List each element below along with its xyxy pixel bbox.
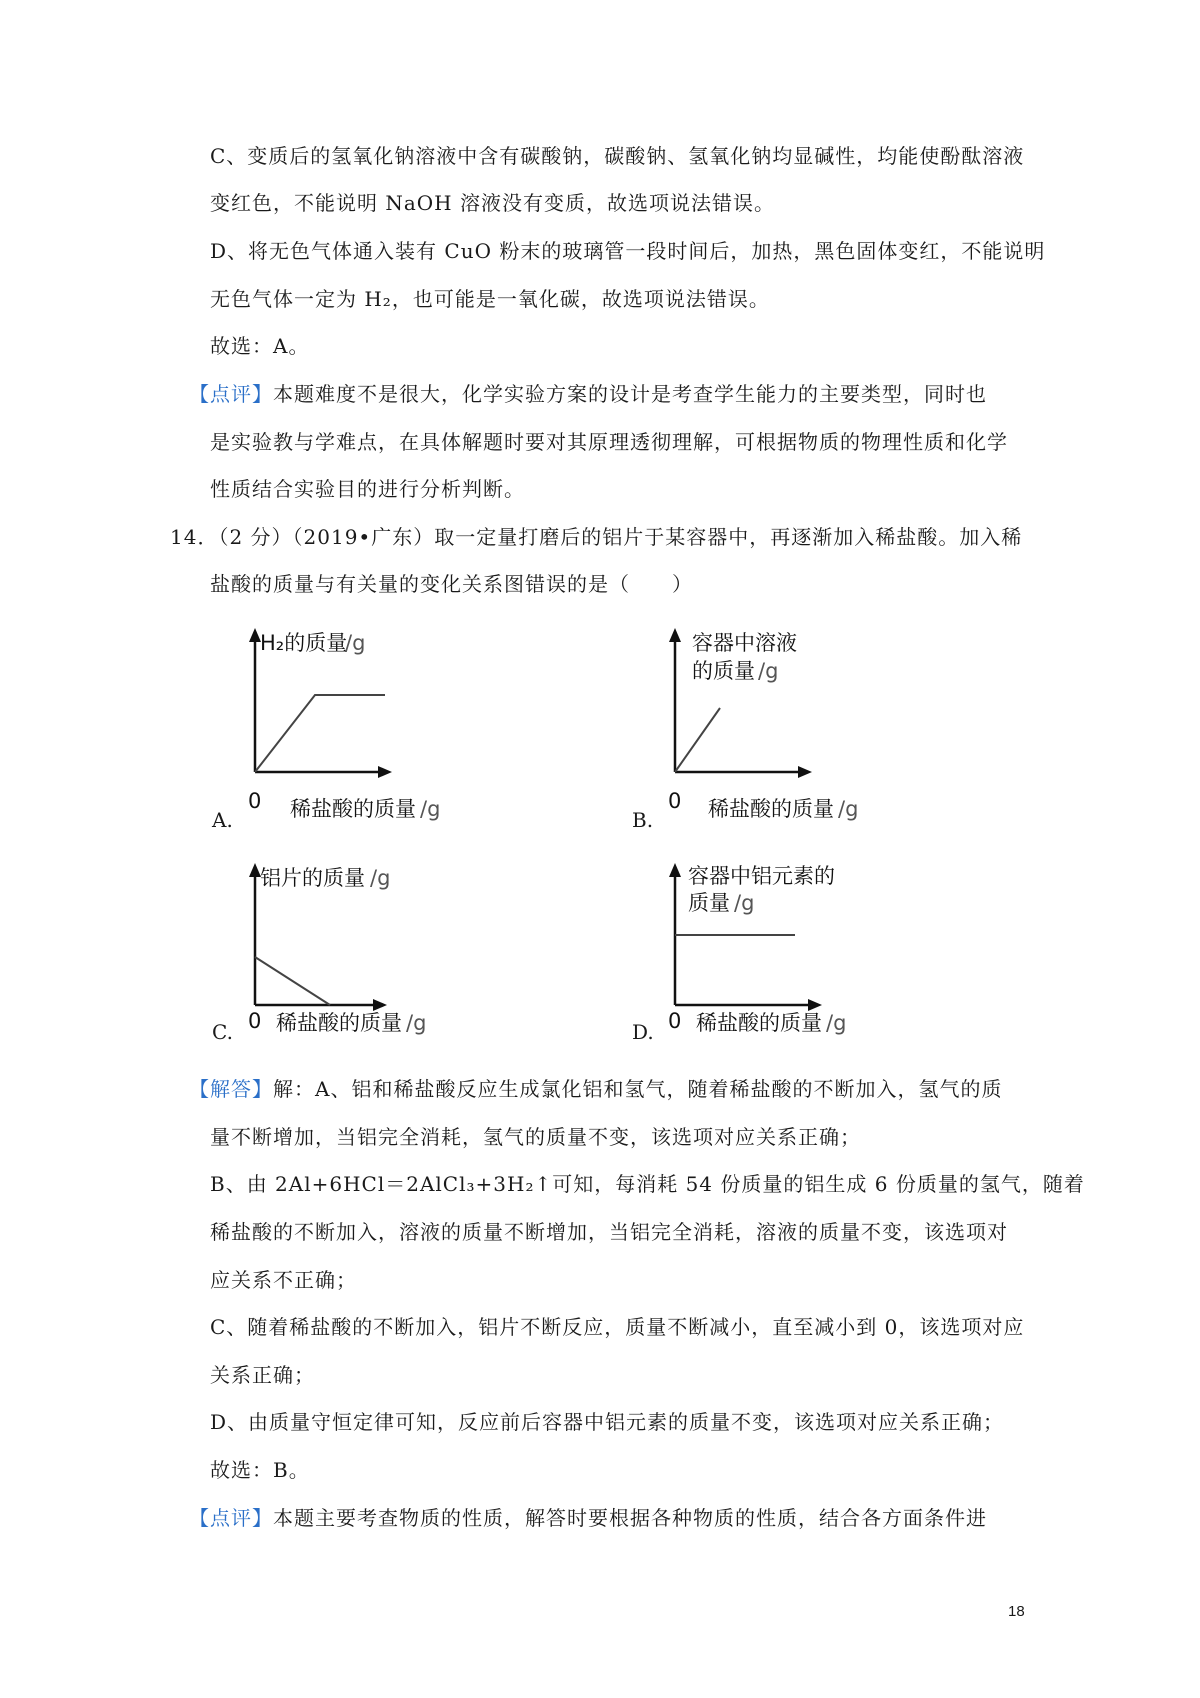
answer-line: 应关系不正确； [210, 1268, 357, 1292]
question-line: 14．（2 分）（2019•广东）取一定量打磨后的铝片于某容器中，再逐渐加入稀盐酸。加入稀 [170, 525, 1023, 549]
data-line [255, 695, 385, 772]
origin-label: 0 [668, 1009, 682, 1033]
graph-c [230, 855, 420, 1015]
origin-label: 0 [248, 1009, 262, 1033]
option-label: B. [632, 808, 654, 832]
comment-tag: 【点评】 [189, 382, 273, 406]
option-label: D. [632, 1020, 654, 1044]
answer-line: 故选：B。 [210, 1458, 310, 1482]
answer-line: C、随着稀盐酸的不断加入，铝片不断反应，质量不断减小，直至减小到 0，该选项对应 [210, 1315, 1025, 1339]
x-axis-label: 稀盐酸的质量 [290, 797, 416, 821]
option-label: A. [212, 808, 233, 832]
answer-line: 稀盐酸的不断加入，溶液的质量不断增加，当铝完全消耗，溶液的质量不变，该选项对 [210, 1220, 1008, 1244]
y-axis-label: 铝片的质量 [260, 866, 365, 890]
comment-text: 本题难度不是很大，化学实验方案的设计是考查学生能力的主要类型，同时也 [273, 382, 987, 406]
comment-line: 是实验教与学难点，在具体解题时要对其原理透彻理解，可根据物质的物理性质和化学 [210, 430, 1008, 454]
answer-line: B、由 2Al+6HCl＝2AlCl₃+3H₂↑可知，每消耗 54 份质量的铝生成 6 份质量的氢气，随着 [210, 1172, 1085, 1196]
data-line [675, 708, 720, 772]
answer-tag: 【解答】 [189, 1077, 273, 1101]
graph-d [650, 855, 860, 1015]
answer-line: 关系正确； [210, 1363, 315, 1387]
x-axis-label: 稀盐酸的质量 [276, 1011, 402, 1035]
answer-line: 量不断增加，当铝完全消耗，氢气的质量不变，该选项对应关系正确； [210, 1125, 861, 1149]
comment-line [189, 1504, 987, 1532]
origin-label: 0 [248, 789, 262, 813]
y-axis-label: 的质量 [692, 659, 755, 683]
y-axis-unit: /g [345, 631, 366, 655]
option-label: C. [212, 1020, 233, 1044]
y-axis-label: 容器中铝元素的 [688, 864, 835, 888]
origin-label: 0 [668, 789, 682, 813]
answer-text: 解：A、铝和稀盐酸反应生成氯化铝和氢气，随着稀盐酸的不断加入，氢气的质 [273, 1077, 1003, 1101]
text-line: 无色气体一定为 H₂，也可能是一氧化碳，故选项说法错误。 [210, 287, 770, 311]
graph-a-xlabels [248, 780, 448, 820]
graph-d-xlabels [668, 1002, 878, 1042]
y-axis-label: 容器中溶液 [692, 631, 797, 655]
page-number: 18 [1008, 1603, 1025, 1620]
y-axis-unit: /g [758, 659, 779, 683]
comment-tag: 【点评】 [189, 1506, 273, 1530]
x-axis-unit: /g [838, 797, 859, 821]
x-axis-unit: /g [826, 1011, 847, 1035]
answer-line [189, 1075, 1002, 1103]
comment-line: 性质结合实验目的进行分析判断。 [210, 477, 525, 501]
x-axis-label: 稀盐酸的质量 [708, 797, 834, 821]
x-axis-unit: /g [420, 797, 441, 821]
x-axis-unit: /g [406, 1011, 427, 1035]
y-axis-label: H₂的质量 [260, 631, 348, 655]
question-line: 盐酸的质量与有关量的变化关系图错误的是（ ） [210, 572, 693, 596]
text-line: 故选：A。 [210, 334, 310, 358]
comment-text: 本题主要考查物质的性质，解答时要根据各种物质的性质，结合各方面条件进 [273, 1506, 987, 1530]
text-line: C、变质后的氢氧化钠溶液中含有碳酸钠，碳酸钠、氢氧化钠均显碱性，均能使酚酞溶液 [210, 144, 1025, 168]
data-line [255, 957, 330, 1005]
answer-line: D、由质量守恒定律可知，反应前后容器中铝元素的质量不变，该选项对应关系正确； [210, 1410, 1005, 1434]
x-axis-label: 稀盐酸的质量 [696, 1011, 822, 1035]
y-axis-unit: /g [370, 866, 391, 890]
graph-a [230, 620, 420, 785]
comment-line [189, 380, 987, 408]
text-line: 变红色，不能说明 NaOH 溶液没有变质，故选项说法错误。 [210, 191, 775, 215]
graph-b [650, 620, 850, 785]
y-axis-unit: /g [734, 891, 755, 915]
graph-b-xlabels [668, 780, 878, 820]
text-line: D、将无色气体通入装有 CuO 粉末的玻璃管一段时间后，加热，黑色固体变红，不能说明 [210, 239, 1046, 263]
y-axis-label: 质量 [688, 891, 730, 915]
graph-c-xlabels [248, 1002, 448, 1042]
